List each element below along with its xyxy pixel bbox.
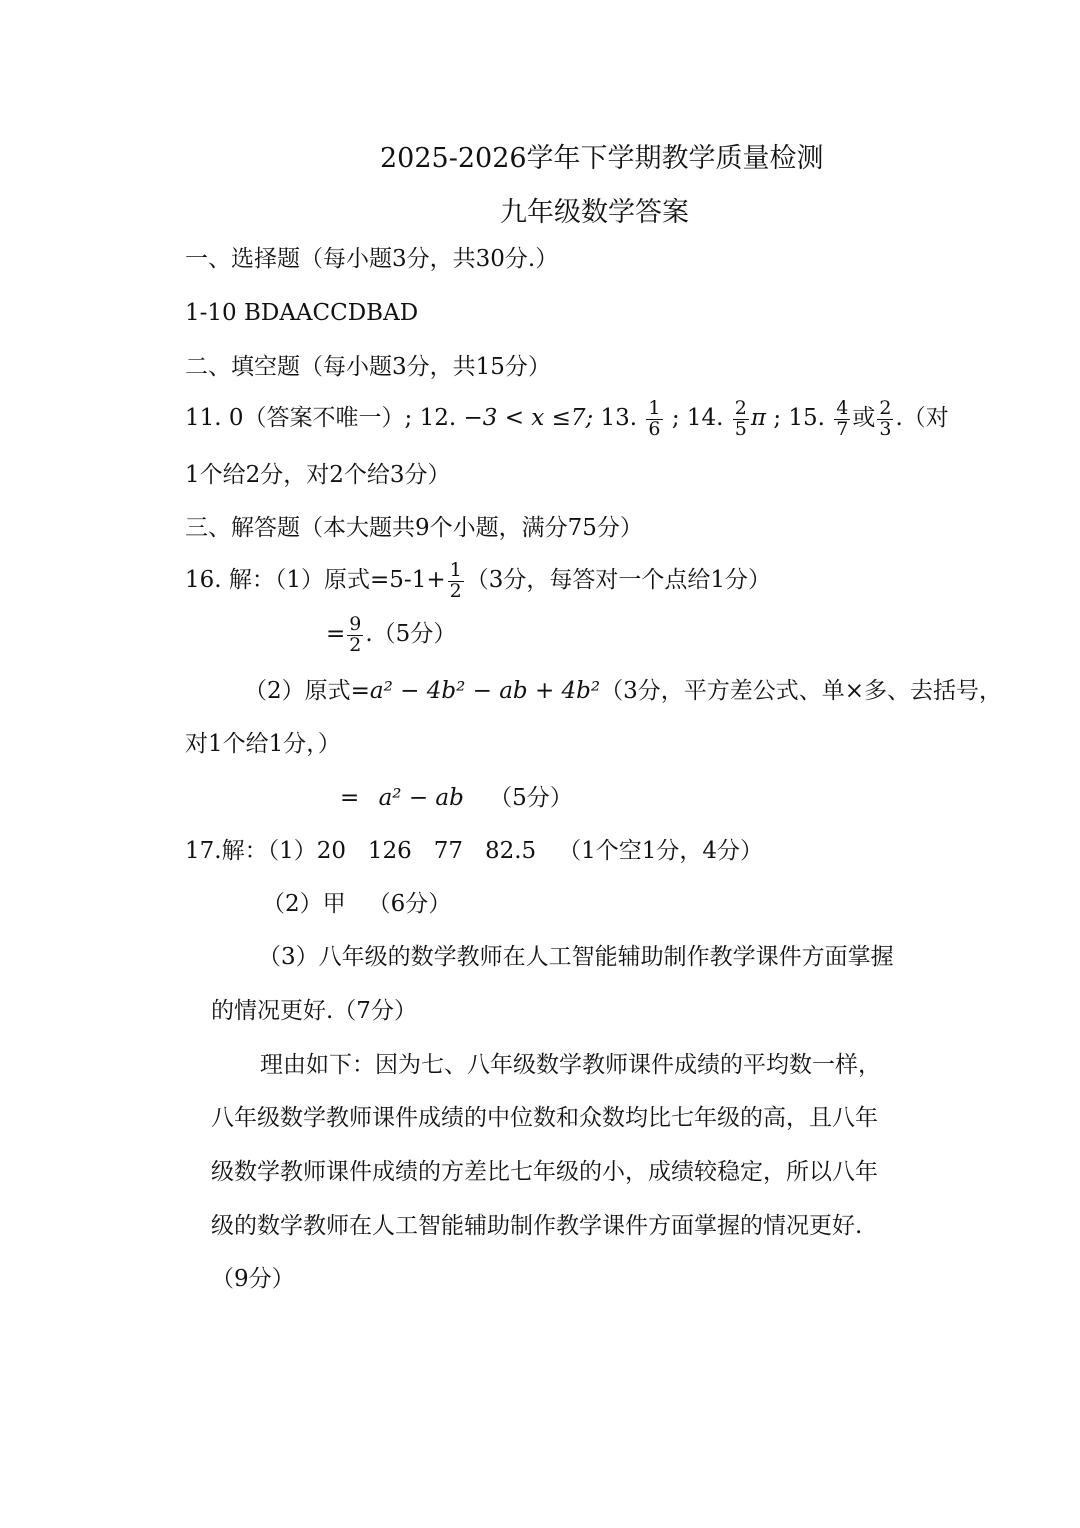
q13-label: 13. bbox=[600, 405, 638, 431]
q14-numerator: 2 bbox=[734, 396, 747, 419]
q14-denominator: 5 bbox=[734, 417, 747, 440]
q15-scoring-note: 1个给2分，对2个给3分） bbox=[185, 462, 451, 488]
q15-label: ; 15. bbox=[773, 405, 825, 431]
q16-part2-note: 对1个给1分，） bbox=[185, 731, 341, 757]
q16-fraction bbox=[448, 558, 464, 602]
q16-step2-numerator: 9 bbox=[349, 612, 362, 635]
q16-part2-score: （3分，平方差公式、单×多、去括号， bbox=[600, 678, 1003, 704]
q16-step2-eq: = bbox=[326, 621, 346, 647]
q13-denominator: 6 bbox=[648, 417, 661, 440]
q15-denominator-2: 3 bbox=[879, 417, 892, 440]
q16-numerator: 1 bbox=[449, 558, 462, 581]
q16-step2-score: .（5分） bbox=[365, 621, 457, 647]
q14-label: ; 14. bbox=[671, 405, 724, 431]
q16-part1-result bbox=[326, 612, 456, 656]
document-title: 2025-2026学年下学期教学质量检测 bbox=[380, 143, 824, 174]
q13-numerator: 1 bbox=[648, 396, 661, 419]
q17-reason-line2: 八年级数学教师课件成绩的中位数和众数均比七年级的高，且八年 bbox=[211, 1105, 878, 1131]
q15-fraction-1 bbox=[834, 396, 850, 440]
q16-result-expression: a² − ab bbox=[378, 785, 464, 811]
q12-expression: −3 < x ≤7; bbox=[463, 405, 594, 431]
q16-result-score: （5分） bbox=[489, 785, 573, 811]
q17-reason-line1: 理由如下：因为七、八年级数学教师课件成绩的平均数一样， bbox=[260, 1052, 881, 1078]
fill-in-answers-line bbox=[185, 396, 949, 440]
q15-denominator-1: 7 bbox=[836, 417, 849, 440]
q17-part3-line2: 的情况更好.（7分） bbox=[211, 998, 417, 1024]
q16-part2-prefix: （2）原式= bbox=[244, 678, 370, 704]
q16-score-note: （3分，每答对一个点给1分） bbox=[465, 567, 771, 593]
q15-numerator-1: 4 bbox=[836, 396, 849, 419]
q16-step2-denominator: 2 bbox=[349, 633, 362, 656]
q16-part2-expression: a² − 4b² − ab + 4b² bbox=[369, 678, 601, 704]
q17-part1: 17.解：（1）20 126 77 82.5 （1个空1分，4分） bbox=[185, 838, 763, 864]
section1-answers: 1-10 BDAACCDBAD bbox=[185, 300, 419, 326]
q16-denominator: 2 bbox=[449, 579, 462, 602]
q16-prefix: 16. 解：（1）原式=5-1+ bbox=[185, 567, 446, 593]
document-subtitle: 九年级数学答案 bbox=[500, 197, 689, 228]
q11-answer: 11. 0（答案不唯一）; bbox=[185, 405, 413, 431]
q15-tail: .（对 bbox=[895, 405, 949, 431]
q17-part2: （2）甲 （6分） bbox=[262, 891, 452, 917]
q13-fraction bbox=[646, 396, 662, 440]
q12-label: 12. bbox=[419, 405, 457, 431]
q16-result-eq: = bbox=[340, 785, 360, 811]
section3-heading: 三、解答题（本大题共9个小题，满分75分） bbox=[185, 515, 643, 541]
q15-or: 或 bbox=[852, 405, 876, 431]
section2-heading: 二、填空题（每小题3分，共15分） bbox=[185, 354, 551, 380]
q14-fraction bbox=[733, 396, 749, 440]
q16-part2-line bbox=[244, 680, 1002, 703]
q17-reason-line3: 级数学教师课件成绩的方差比七年级的小，成绩较稳定，所以八年 bbox=[211, 1159, 878, 1185]
q14-pi: π bbox=[750, 405, 766, 431]
q15-numerator-2: 2 bbox=[879, 396, 892, 419]
q16-step2-fraction bbox=[347, 612, 363, 656]
q15-fraction-2 bbox=[877, 396, 893, 440]
q17-part3-line1: （3）八年级的数学教师在人工智能辅助制作教学课件方面掌握 bbox=[258, 944, 894, 970]
q16-part2-result-line bbox=[340, 787, 573, 810]
section1-heading: 一、选择题（每小题3分，共30分.） bbox=[185, 246, 559, 272]
q17-reason-line4: 级的数学教师在人工智能辅助制作教学课件方面掌握的情况更好. bbox=[211, 1213, 863, 1239]
q17-reason-score: （9分） bbox=[211, 1266, 295, 1292]
q16-part1-line bbox=[185, 558, 771, 602]
